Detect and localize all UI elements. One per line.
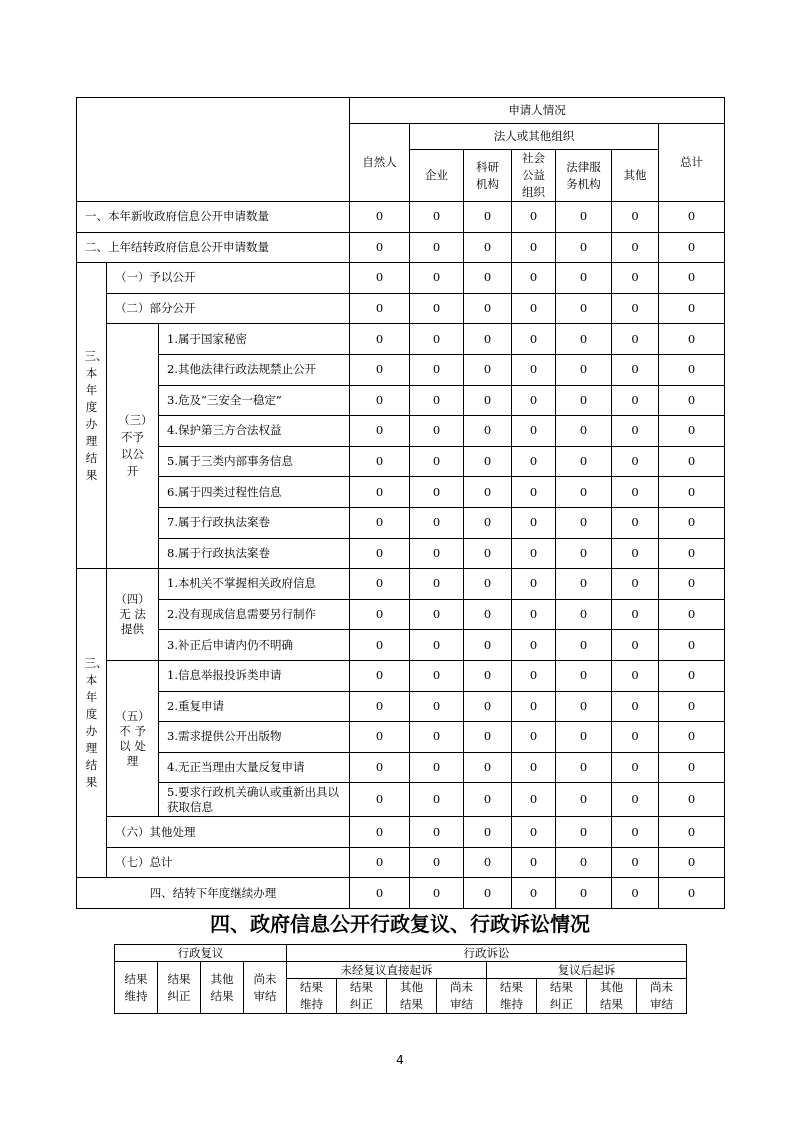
cell-value: 0 [556,817,612,848]
cell-value: 0 [464,630,512,661]
col-header: 结果维持 [115,962,158,1014]
cell-value: 0 [512,477,556,508]
cannot-provide-row [77,569,725,600]
group3-label-b: 三、本年度办理结果 [77,569,107,878]
cell-value: 0 [512,354,556,385]
cell-value: 0 [556,599,612,630]
row-carried-over [77,232,725,263]
cell-value: 0 [512,202,556,233]
cell-value: 0 [612,446,659,477]
row-label: 一、本年新收政府信息公开申请数量 [77,202,350,233]
not-process-label [107,660,159,816]
cell-value: 0 [659,324,725,355]
row-label: （六）其他处理 [107,817,350,848]
cell-value: 0 [410,783,464,817]
header-direct-litigation: 未经复议直接起诉 [287,962,487,979]
cell-value: 0 [512,538,556,569]
cell-value: 0 [464,599,512,630]
cell-value: 0 [464,752,512,783]
label-line: 理 [126,753,139,768]
cell-value: 0 [464,783,512,817]
cell-value: 0 [556,660,612,691]
cell-value: 0 [464,847,512,878]
cell-value: 0 [350,477,410,508]
not-process-row [77,722,725,753]
header-legal-persons: 法人或其他组织 [410,124,659,150]
cell-value: 0 [659,446,725,477]
cell-value: 0 [659,477,725,508]
cell-value: 0 [612,293,659,324]
label-line: 不 予 [119,723,146,738]
header-after-review: 复议后起诉 [487,962,687,979]
row-label: 5.属于三类内部事务信息 [159,446,350,477]
row-label: 8.属于行政执法案卷 [159,538,350,569]
cell-value: 0 [612,416,659,447]
cell-value: 0 [410,752,464,783]
row-label: 二、上年结转政府信息公开申请数量 [77,232,350,263]
row-label: 3.补正后申请内仍不明确 [159,630,350,661]
cell-value: 0 [556,538,612,569]
not-open-row [77,354,725,385]
cell-value: 0 [659,660,725,691]
cell-value: 0 [350,202,410,233]
cell-value: 0 [410,446,464,477]
row-label: 3.需求提供公开出版物 [159,722,350,753]
row-subtotal [77,847,725,878]
cell-value: 0 [350,817,410,848]
col-header: 尚未审结 [437,979,487,1014]
cell-value: 0 [512,569,556,600]
cell-value: 0 [556,446,612,477]
header-total: 总计 [659,124,725,202]
row-new-requests [77,202,725,233]
header-social: 社会公益组织 [512,150,556,202]
cell-value: 0 [464,263,512,294]
cell-value: 0 [410,263,464,294]
cell-value: 0 [512,691,556,722]
cell-value: 0 [410,847,464,878]
cell-value: 0 [410,354,464,385]
row-label: （一）予以公开 [107,263,350,294]
cell-value: 0 [556,324,612,355]
cell-value: 0 [556,263,612,294]
cell-value: 0 [464,293,512,324]
not-open-row [77,477,725,508]
cell-value: 0 [410,599,464,630]
row-label: 1.信息举报投诉类申请 [159,660,350,691]
cell-value: 0 [612,660,659,691]
row-label: 6.属于四类过程性信息 [159,477,350,508]
not-open-row [77,538,725,569]
row-carry-next-year [77,878,725,909]
page-number: 4 [396,1053,404,1067]
cell-value: 0 [410,293,464,324]
row-label: 四、结转下年度继续办理 [77,878,350,909]
cell-value: 0 [659,569,725,600]
cell-value: 0 [659,385,725,416]
cell-value: 0 [556,385,612,416]
cell-value: 0 [659,202,725,233]
cell-value: 0 [512,416,556,447]
cell-value: 0 [612,630,659,661]
col-header: 结果纠正 [158,962,201,1014]
cell-value: 0 [350,722,410,753]
cell-value: 0 [350,446,410,477]
cell-value: 0 [659,538,725,569]
cell-value: 0 [410,507,464,538]
not-process-row [77,691,725,722]
cell-value: 0 [659,354,725,385]
cell-value: 0 [659,263,725,294]
header-corner [77,98,350,202]
cell-value: 0 [410,878,464,909]
cell-value: 0 [556,630,612,661]
cell-value: 0 [612,817,659,848]
cell-value: 0 [556,232,612,263]
cell-value: 0 [556,878,612,909]
col-header: 结果维持 [487,979,537,1014]
cell-value: 0 [556,752,612,783]
review-litigation-table [114,944,687,1014]
cell-value: 0 [464,817,512,848]
not-process-row [77,783,725,817]
cell-value: 0 [612,354,659,385]
row-label: （七）总计 [107,847,350,878]
cell-value: 0 [659,599,725,630]
row-label: 1.属于国家秘密 [159,324,350,355]
label-line: （四） [115,592,150,607]
cell-value: 0 [350,660,410,691]
cell-value: 0 [512,446,556,477]
not-open-row [77,446,725,477]
not-open-row [77,507,725,538]
header-admin-litigation: 行政诉讼 [287,945,687,962]
cell-value: 0 [612,569,659,600]
header-other: 其他 [612,150,659,202]
cell-value: 0 [410,324,464,355]
cell-value: 0 [512,263,556,294]
col-header: 结果纠正 [337,979,387,1014]
cell-value: 0 [612,722,659,753]
cell-value: 0 [659,752,725,783]
cell-value: 0 [464,232,512,263]
cell-value: 0 [612,263,659,294]
cell-value: 0 [464,507,512,538]
col-header: 其他结果 [387,979,437,1014]
cell-value: 0 [556,847,612,878]
cell-value: 0 [659,630,725,661]
row-label: 2.其他法律行政法规禁止公开 [159,354,350,385]
cell-value: 0 [464,416,512,447]
cell-value: 0 [556,202,612,233]
cell-value: 0 [464,446,512,477]
cell-value: 0 [512,385,556,416]
cell-value: 0 [464,477,512,508]
header-enterprise: 企业 [410,150,464,202]
cell-value: 0 [350,385,410,416]
cell-value: 0 [512,817,556,848]
cell-value: 0 [612,232,659,263]
cell-value: 0 [659,691,725,722]
cell-value: 0 [556,569,612,600]
cell-value: 0 [464,354,512,385]
cell-value: 0 [512,630,556,661]
cell-value: 0 [612,752,659,783]
cell-value: 0 [512,722,556,753]
cell-value: 0 [464,722,512,753]
section-title: 四、政府信息公开行政复议、行政诉讼情况 [210,912,590,936]
not-open-row [77,385,725,416]
row-label: （二）部分公开 [107,293,350,324]
row-label: 2.没有现成信息需要另行制作 [159,599,350,630]
row-label: 7.属于行政执法案卷 [159,507,350,538]
cell-value: 0 [350,630,410,661]
cell-value: 0 [556,507,612,538]
col-header: 结果纠正 [537,979,587,1014]
cell-value: 0 [350,263,410,294]
cell-value: 0 [512,324,556,355]
cell-value: 0 [659,722,725,753]
col-header: 其他结果 [201,962,244,1014]
cell-value: 0 [350,599,410,630]
cell-value: 0 [659,878,725,909]
row-label: 2.重复申请 [159,691,350,722]
cell-value: 0 [612,538,659,569]
cell-value: 0 [350,783,410,817]
cell-value: 0 [464,569,512,600]
cell-value: 0 [350,752,410,783]
header-legal-service: 法律服务机构 [556,150,612,202]
cell-value: 0 [556,691,612,722]
col-header: 其他结果 [587,979,637,1014]
cell-value: 0 [659,817,725,848]
cell-value: 0 [464,324,512,355]
cell-value: 0 [612,477,659,508]
cell-value: 0 [512,232,556,263]
cell-value: 0 [659,293,725,324]
cell-value: 0 [512,783,556,817]
cell-value: 0 [659,416,725,447]
cell-value: 0 [350,538,410,569]
cell-value: 0 [464,538,512,569]
cell-value: 0 [350,878,410,909]
not-process-row [77,660,725,691]
cell-value: 0 [464,202,512,233]
cell-value: 0 [512,660,556,691]
group3-label-a: 三、本年度办理结果 [77,263,107,569]
cell-value: 0 [350,507,410,538]
cell-value: 0 [659,847,725,878]
cell-value: 0 [410,660,464,691]
cell-value: 0 [410,202,464,233]
cell-value: 0 [410,477,464,508]
cell-value: 0 [556,293,612,324]
cell-value: 0 [612,599,659,630]
cell-value: 0 [464,660,512,691]
cell-value: 0 [410,538,464,569]
header-admin-review: 行政复议 [115,945,287,962]
row-other-handling [77,817,725,848]
cell-value: 0 [410,569,464,600]
cell-value: 0 [464,691,512,722]
cannot-provide-label [107,569,159,661]
cell-value: 0 [612,324,659,355]
not-open-row [77,416,725,447]
cell-value: 0 [350,324,410,355]
not-process-row [77,752,725,783]
cell-value: 0 [659,783,725,817]
label-line: 提供 [121,622,144,637]
cell-value: 0 [556,416,612,447]
cell-value: 0 [612,202,659,233]
cell-value: 0 [350,354,410,385]
cell-value: 0 [410,416,464,447]
cell-value: 0 [464,385,512,416]
cell-value: 0 [659,232,725,263]
cannot-provide-row [77,599,725,630]
cell-value: 0 [410,385,464,416]
col-header: 尚未审结 [637,979,687,1014]
row-partial [77,293,725,324]
cell-value: 0 [556,354,612,385]
cell-value: 0 [350,691,410,722]
row-label: 4.无正当理由大量反复申请 [159,752,350,783]
header-natural-person: 自然人 [350,124,410,202]
label-line: （五） [115,708,150,723]
cell-value: 0 [350,569,410,600]
header-applicant-situation: 申请人情况 [350,98,725,124]
cell-value: 0 [556,783,612,817]
label-line: 无 法 [119,607,146,622]
cell-value: 0 [612,385,659,416]
cell-value: 0 [659,507,725,538]
row-label: 3.危及“三安全一稳定” [159,385,350,416]
cell-value: 0 [350,293,410,324]
cell-value: 0 [612,847,659,878]
row-label: 1.本机关不掌握相关政府信息 [159,569,350,600]
header-research: 科研机构 [464,150,512,202]
cell-value: 0 [410,232,464,263]
row-label: 5.要求行政机关确认或重新出具以获取信息 [159,783,350,817]
cell-value: 0 [556,722,612,753]
cell-value: 0 [410,630,464,661]
cell-value: 0 [512,507,556,538]
cell-value: 0 [612,507,659,538]
cell-value: 0 [612,783,659,817]
col-header: 尚未审结 [244,962,287,1014]
cell-value: 0 [512,752,556,783]
not-open-label: （三）不予以公开 [107,324,159,569]
cell-value: 0 [612,878,659,909]
not-open-row [77,324,725,355]
row-open [77,263,725,294]
cell-value: 0 [410,722,464,753]
cell-value: 0 [464,878,512,909]
cell-value: 0 [512,847,556,878]
cell-value: 0 [350,416,410,447]
cell-value: 0 [556,477,612,508]
cannot-provide-row [77,630,725,661]
row-label: 4.保护第三方合法权益 [159,416,350,447]
applicant-statistics-table [76,97,725,909]
cell-value: 0 [350,232,410,263]
col-header: 结果维持 [287,979,337,1014]
cell-value: 0 [410,691,464,722]
cell-value: 0 [512,293,556,324]
cell-value: 0 [512,599,556,630]
cell-value: 0 [612,691,659,722]
cell-value: 0 [512,878,556,909]
cell-value: 0 [350,847,410,878]
label-line: 以 处 [119,738,146,753]
cell-value: 0 [410,817,464,848]
